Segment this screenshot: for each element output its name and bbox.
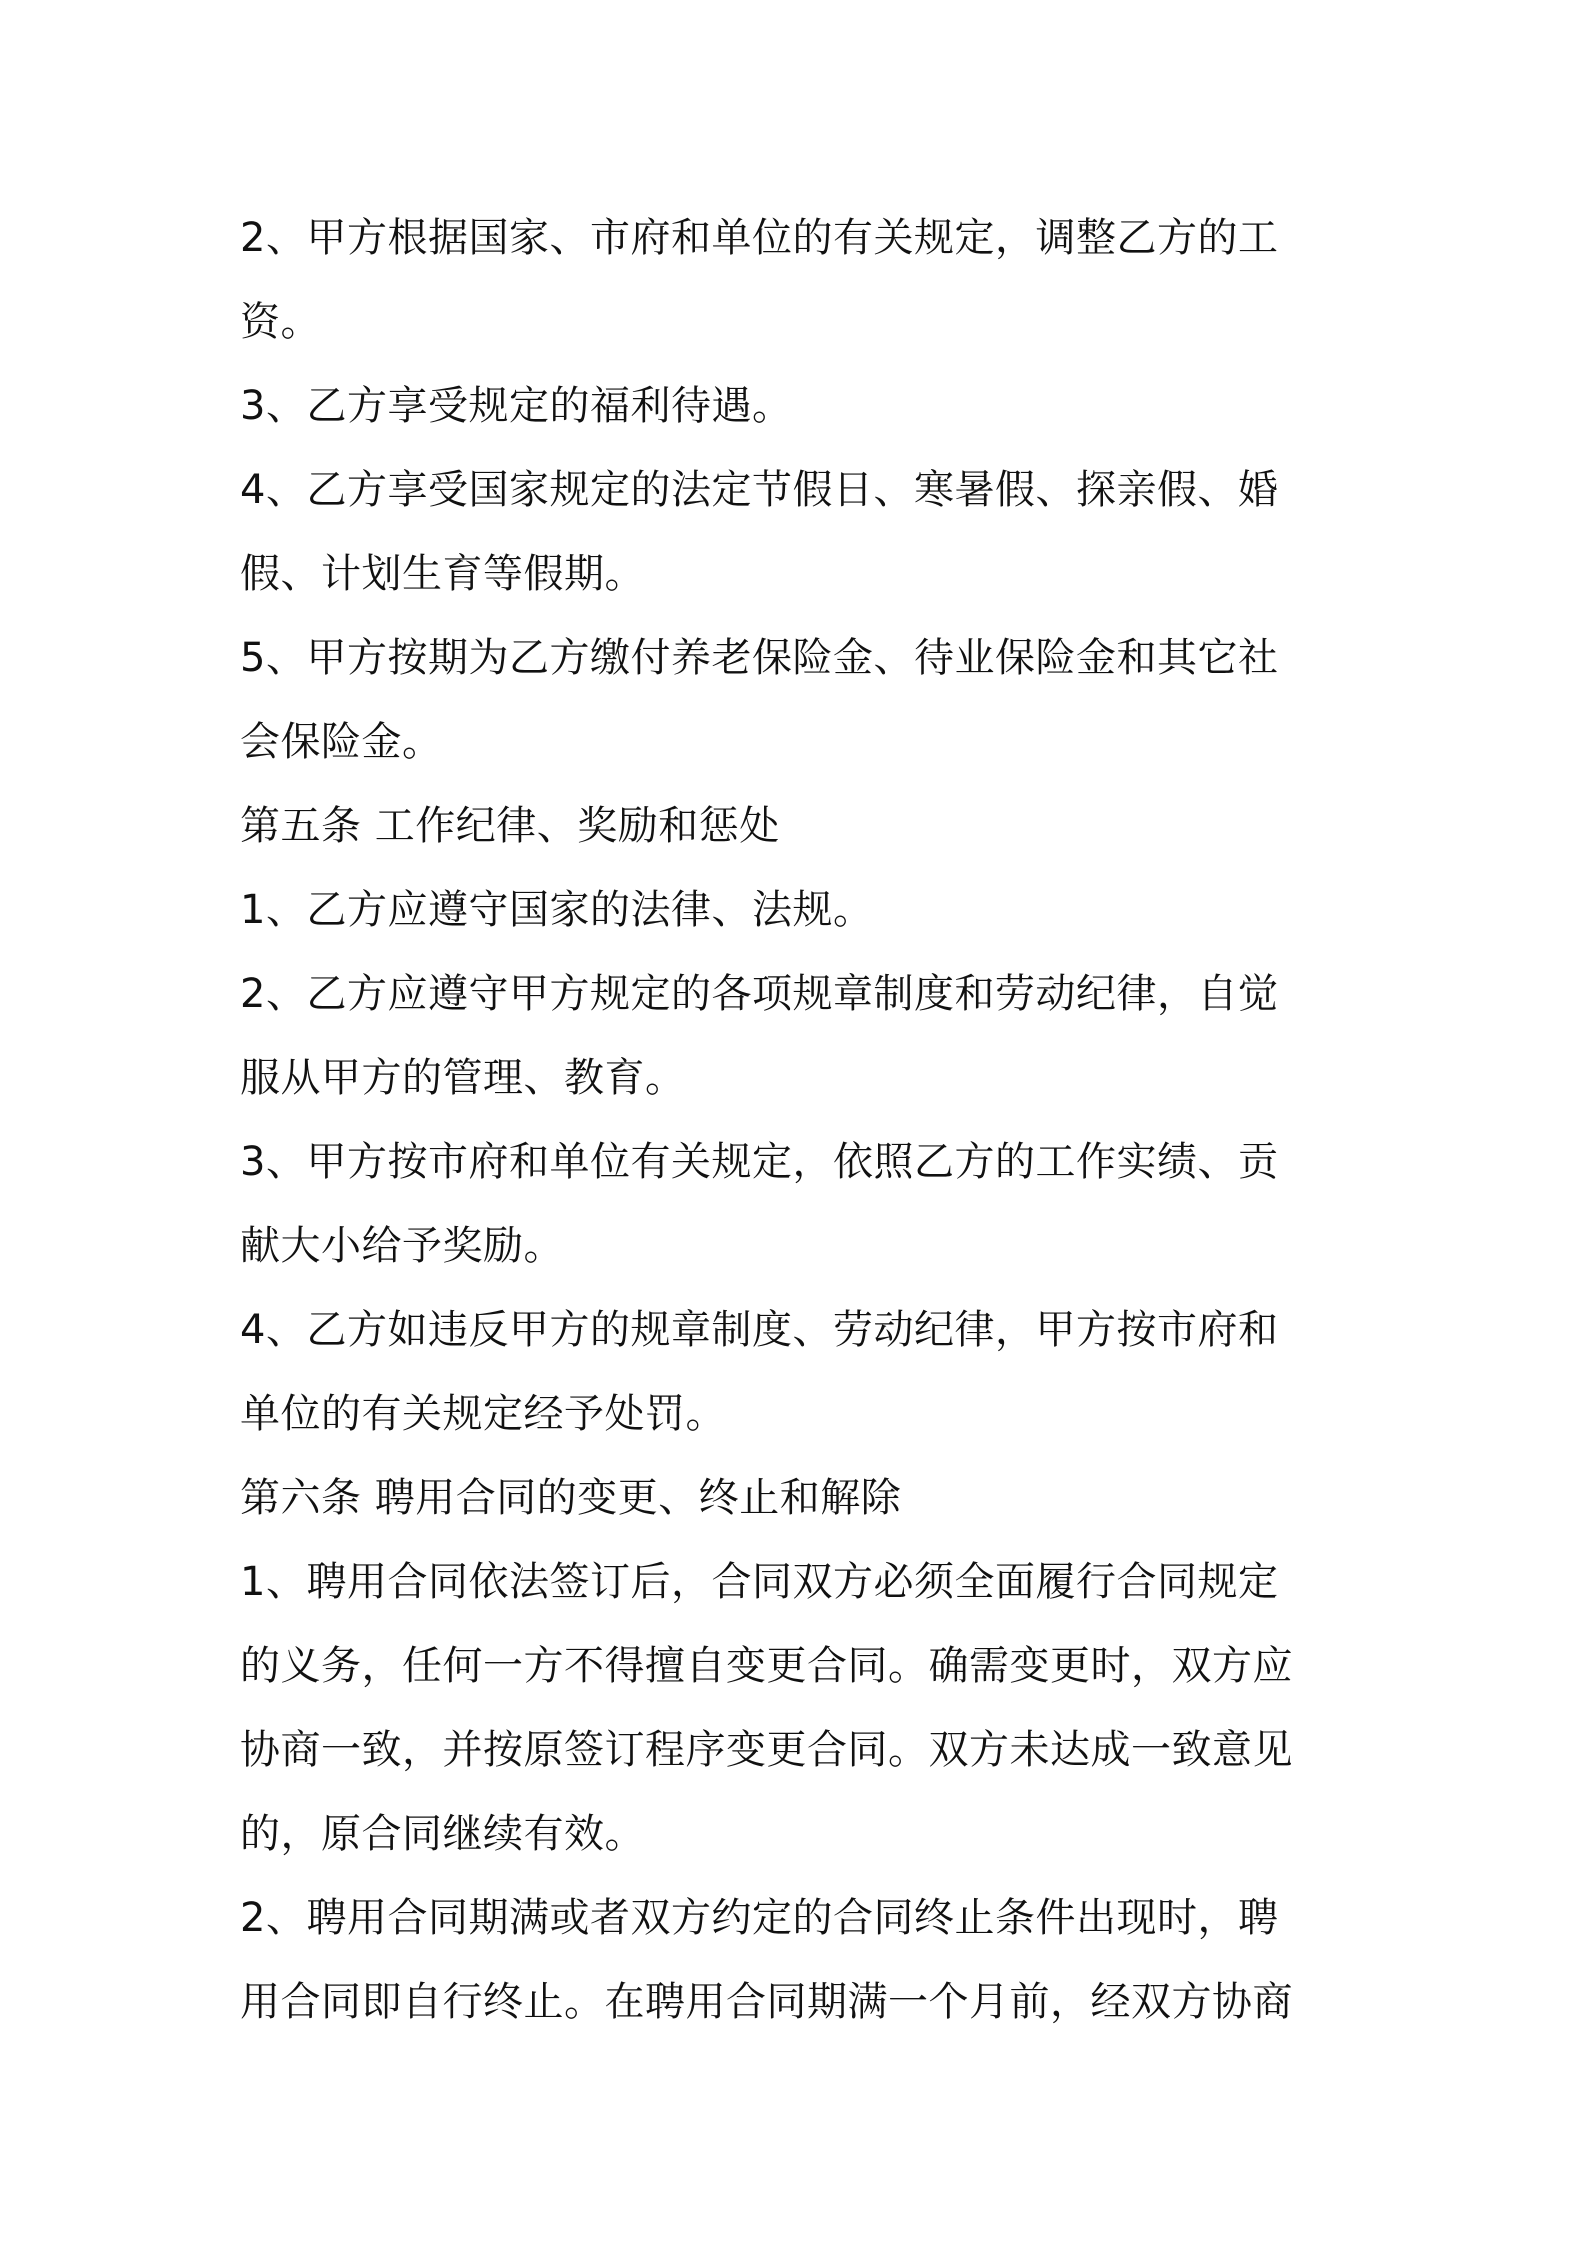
text-line: 献大小给予奖励。: [240, 1223, 564, 1269]
text-line: 单位的有关规定经予处罚。: [240, 1391, 726, 1437]
text-line: 4、乙方如违反甲方的规章制度、劳动纪律，甲方按市府和: [240, 1307, 1279, 1353]
text-line: 资。: [240, 299, 321, 345]
section-heading: 第六条 聘用合同的变更、终止和解除: [240, 1475, 902, 1521]
text-line: 1、乙方应遵守国家的法律、法规。: [240, 887, 874, 933]
text-line: 5、甲方按期为乙方缴付养老保险金、待业保险金和其它社: [240, 635, 1279, 681]
text-line: 1、聘用合同依法签订后，合同双方必须全面履行合同规定: [240, 1559, 1279, 1605]
text-line: 3、甲方按市府和单位有关规定，依照乙方的工作实绩、贡: [240, 1139, 1279, 1185]
text-line: 的，原合同继续有效。: [240, 1811, 645, 1857]
text-line: 2、甲方根据国家、市府和单位的有关规定，调整乙方的工: [240, 215, 1279, 261]
text-line: 假、计划生育等假期。: [240, 551, 645, 597]
text-line: 服从甲方的管理、教育。: [240, 1055, 686, 1101]
text-line: 用合同即自行终止。在聘用合同期满一个月前，经双方协商: [240, 1979, 1293, 2025]
text-line: 2、聘用合同期满或者双方约定的合同终止条件出现时，聘: [240, 1895, 1279, 1941]
text-line: 3、乙方享受规定的福利待遇。: [240, 383, 793, 429]
text-line: 协商一致，并按原签订程序变更合同。双方未达成一致意见: [240, 1727, 1293, 1773]
document-body: [240, 196, 1350, 2044]
text-line: 会保险金。: [240, 719, 443, 765]
text-line: 4、乙方享受国家规定的法定节假日、寒暑假、探亲假、婚: [240, 467, 1279, 513]
text-line: 的义务，任何一方不得擅自变更合同。确需变更时，双方应: [240, 1643, 1293, 1689]
text-line: 2、乙方应遵守甲方规定的各项规章制度和劳动纪律，自觉: [240, 971, 1279, 1017]
section-heading: 第五条 工作纪律、奖励和惩处: [240, 803, 780, 849]
